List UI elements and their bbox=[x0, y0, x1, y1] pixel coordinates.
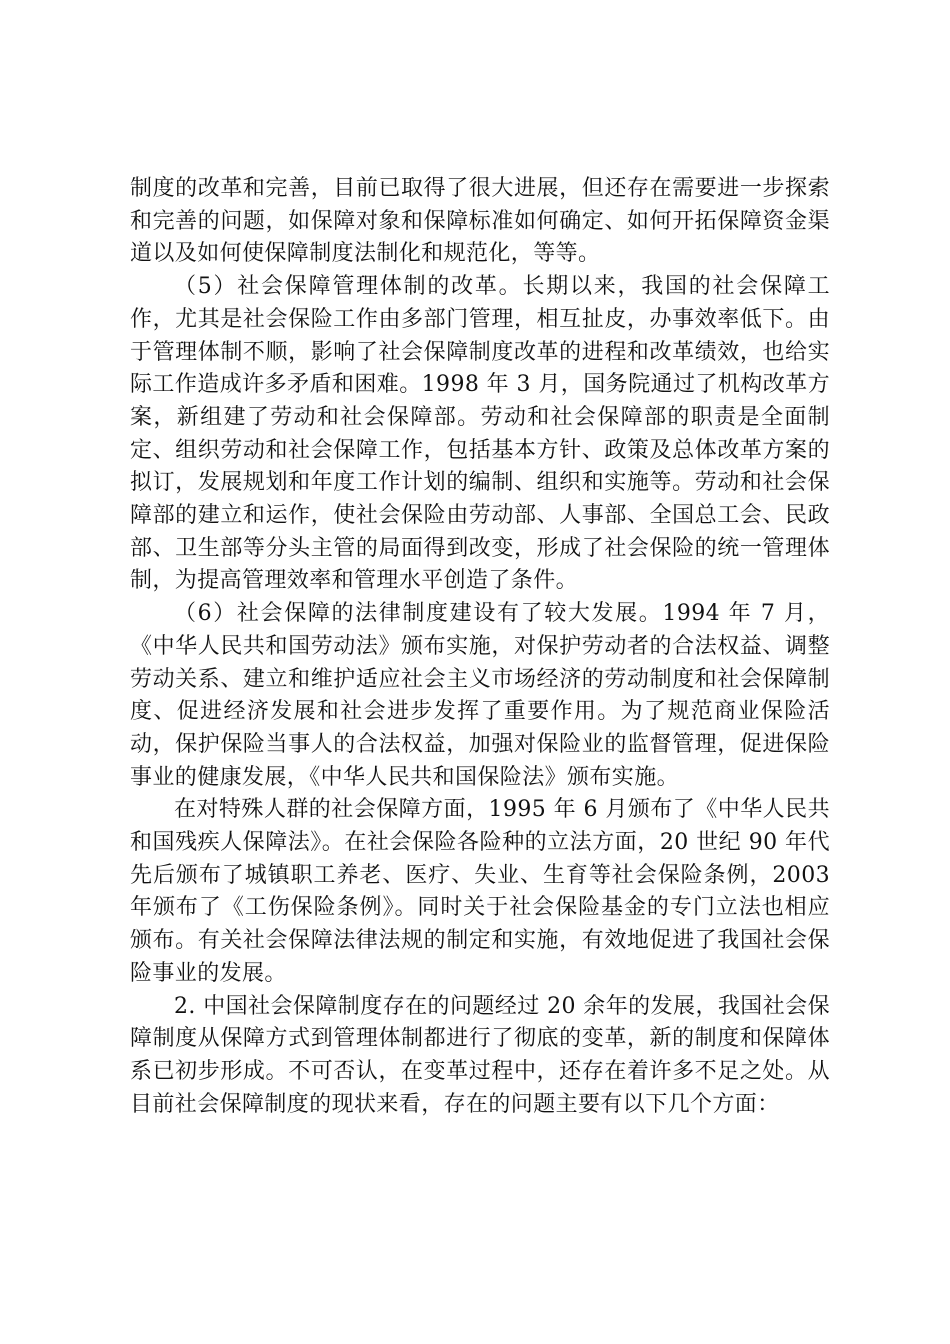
paragraph-existing-problems: 2. 中国社会保障制度存在的问题经过 20 余年的发展，我国社会保障制度从保障方式到管理体制都进行了彻底的变革，新的制度和保障体系已初步形成。不可否认，在变革过程中，还存在着许多不足之处。从目前社会保障制度的现状来看，存在的问题主要有以下几个方面： bbox=[130, 993, 830, 1117]
paragraph-legal-system: （6）社会保障的法律制度建设有了较大发展。1994 年 7 月，《中华人民共和国劳动法》颁布实施，对保护劳动者的合法权益、调整劳动关系、建立和维护适应社会主义市场经济的劳动制度和社会保障制度、促进经济发展和社会进步发挥了重要作用。为了规范商业保险活动，保护保险当事人的合法权益，加强对保险业的监督管理，促进保险事业的健康发展，《中华人民共和国保险法》颁布实施。 bbox=[130, 601, 830, 790]
paragraph-continuation: 制度的改革和完善，目前已取得了很大进展，但还存在需要进一步探索和完善的问题，如保障对象和保障标准如何确定、如何开拓保障资金渠道以及如何使保障制度法制化和规范化，等等。 bbox=[130, 176, 830, 267]
paragraph-special-groups: 在对特殊人群的社会保障方面，1995 年 6 月颁布了《中华人民共和国残疾人保障法》。在社会保险各险种的立法方面，20 世纪 90 年代先后颁布了城镇职工养老、医疗、失业、生育等社会保险条例，2003 年颁布了《工伤保险条例》。同时关于社会保险基金的专门立法也相应颁布。有关社会保障法律法规的制定和实施，有效地促进了我国社会保险事业的发展。 bbox=[130, 797, 830, 986]
document-body bbox=[130, 173, 830, 1121]
paragraph-management-reform: （5）社会保障管理体制的改革。长期以来，我国的社会保障工作，尤其是社会保险工作由多部门管理，相互扯皮，办事效率低下。由于管理体制不顺，影响了社会保障制度改革的进程和改革绩效，也给实际工作造成许多矛盾和困难。1998 年 3 月，国务院通过了机构改革方案，新组建了劳动和社会保障部。劳动和社会保障部的职责是全面制定、组织劳动和社会保障工作，包括基本方针、政策及总体改革方案的拟订，发展规划和年度工作计划的编制、组织和实施等。劳动和社会保障部的建立和运作，使社会保险由劳动部、人事部、全国总工会、民政部、卫生部等分头主管的局面得到改变，形成了社会保险的统一管理体制，为提高管理效率和管理水平创造了条件。 bbox=[130, 274, 830, 594]
